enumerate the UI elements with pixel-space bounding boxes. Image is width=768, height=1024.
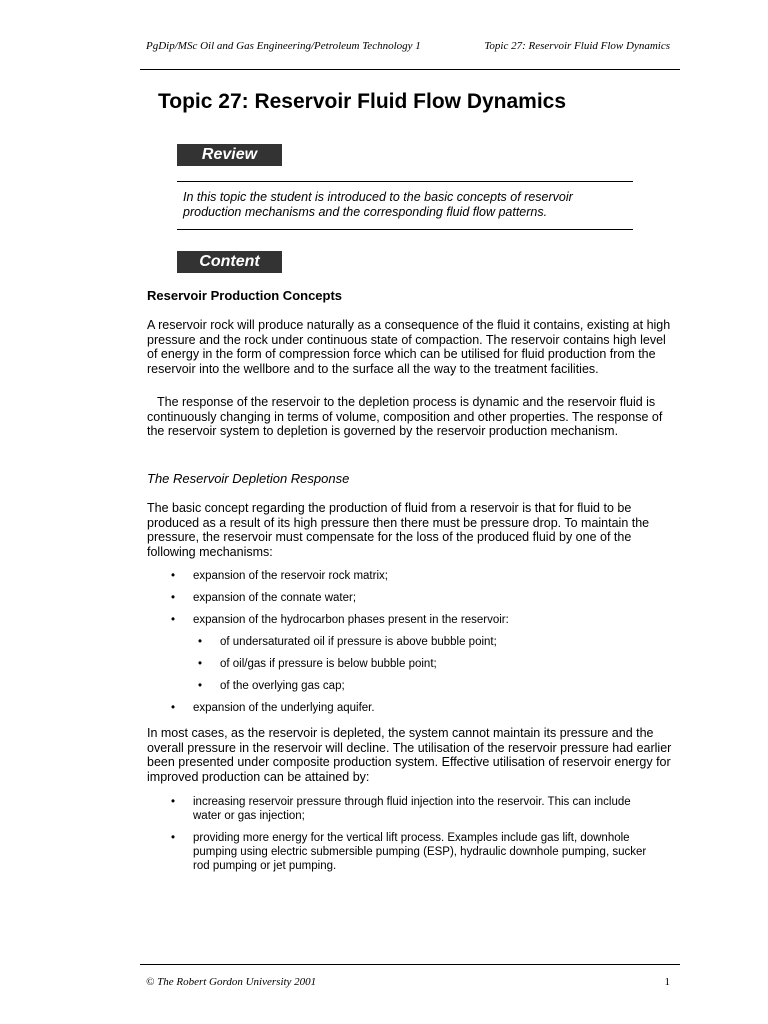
review-label: Review (177, 144, 282, 166)
content-label: Content (177, 251, 282, 273)
header-course: PgDip/MSc Oil and Gas Engineering/Petroleum Technology 1 (146, 40, 421, 52)
list-item (171, 831, 653, 873)
paragraph-1: A reservoir rock will produce naturally as a consequence of the fluid it contains, existing at high pressure and the rock under continuous state of compaction. The reservoir contains high level of energy in the form of compression force which can be utilised for fluid production from the reservoir into the wellbore and to the surface all the way to the treatment facilities. (147, 318, 671, 376)
review-bottom-rule (177, 229, 633, 230)
bullet-icon: • (171, 796, 176, 808)
list-item-text: expansion of the connate water; (193, 592, 357, 604)
review-top-rule (177, 181, 633, 182)
review-text: In this topic the student is introduced to the basic concepts of reservoir production mechanisms and the corresponding fluid flow patterns. (183, 190, 573, 219)
header-topic: Topic 27: Reservoir Fluid Flow Dynamics (484, 40, 670, 52)
paragraph-4: In most cases, as the reservoir is depleted, the system cannot maintain its pressure and the overall pressure in the reservoir will decline. The utilisation of the reservoir pressure had earlier been presented under composite production system. Effective utilisation of reservoir energy for improved production can be attained by: (147, 726, 672, 784)
bullet-icon: • (171, 592, 176, 604)
list-item-text: of the overlying gas cap; (220, 680, 345, 692)
list-item (171, 701, 673, 715)
bullet-icon: • (171, 702, 176, 714)
subsection-heading: The Reservoir Depletion Response (147, 471, 350, 486)
footer-copyright: © The Robert Gordon University 2001 (146, 976, 317, 988)
bullet-icon: • (171, 832, 176, 844)
sub-list-item (198, 635, 670, 649)
sub-list-item (198, 679, 670, 693)
list-item (171, 591, 673, 605)
bullet-icon: • (171, 570, 176, 582)
list-item-text: providing more energy for the vertical lift process. Examples include gas lift, downhole pumping using electric submersible pumping (ESP), hydraulic downhole pumping, sucker rod pumping or jet pumping. (193, 832, 647, 872)
list-item-text: of oil/gas if pressure is below bubble point; (220, 658, 437, 670)
bullet-icon: • (198, 658, 203, 670)
list-item-text: expansion of the hydrocarbon phases present in the reservoir: (193, 614, 509, 626)
paragraph-2: The response of the reservoir to the depletion process is dynamic and the reservoir fluid is continuously changing in terms of volume, composition and other properties. The response of the reservoir system to depletion is governed by the reservoir production mechanism. (147, 395, 663, 439)
list-item-text: expansion of the reservoir rock matrix; (193, 570, 388, 582)
bullet-icon: • (171, 614, 176, 626)
list-item-text: increasing reservoir pressure through fluid injection into the reservoir. This can include water or gas injection; (193, 796, 631, 822)
page-title: Topic 27: Reservoir Fluid Flow Dynamics (158, 90, 567, 113)
bullet-icon: • (198, 680, 203, 692)
header-rule (140, 69, 680, 70)
list-item (171, 613, 673, 627)
bullet-icon: • (198, 636, 203, 648)
list-item (171, 795, 653, 823)
page-number: 1 (664, 976, 670, 988)
list-item-text: of undersaturated oil if pressure is above bubble point; (220, 636, 497, 648)
list-item (171, 569, 673, 583)
list-item-text: expansion of the underlying aquifer. (193, 702, 375, 714)
section-heading: Reservoir Production Concepts (147, 288, 343, 303)
sub-list-item (198, 657, 670, 671)
paragraph-3: The basic concept regarding the production of fluid from a reservoir is that for fluid to be produced as a result of its high pressure then there must be pressure drop. To maintain the pressure, the reservoir must compensate for the loss of the produced fluid by one of the following mechanisms: (147, 501, 650, 559)
footer-rule (140, 964, 680, 965)
